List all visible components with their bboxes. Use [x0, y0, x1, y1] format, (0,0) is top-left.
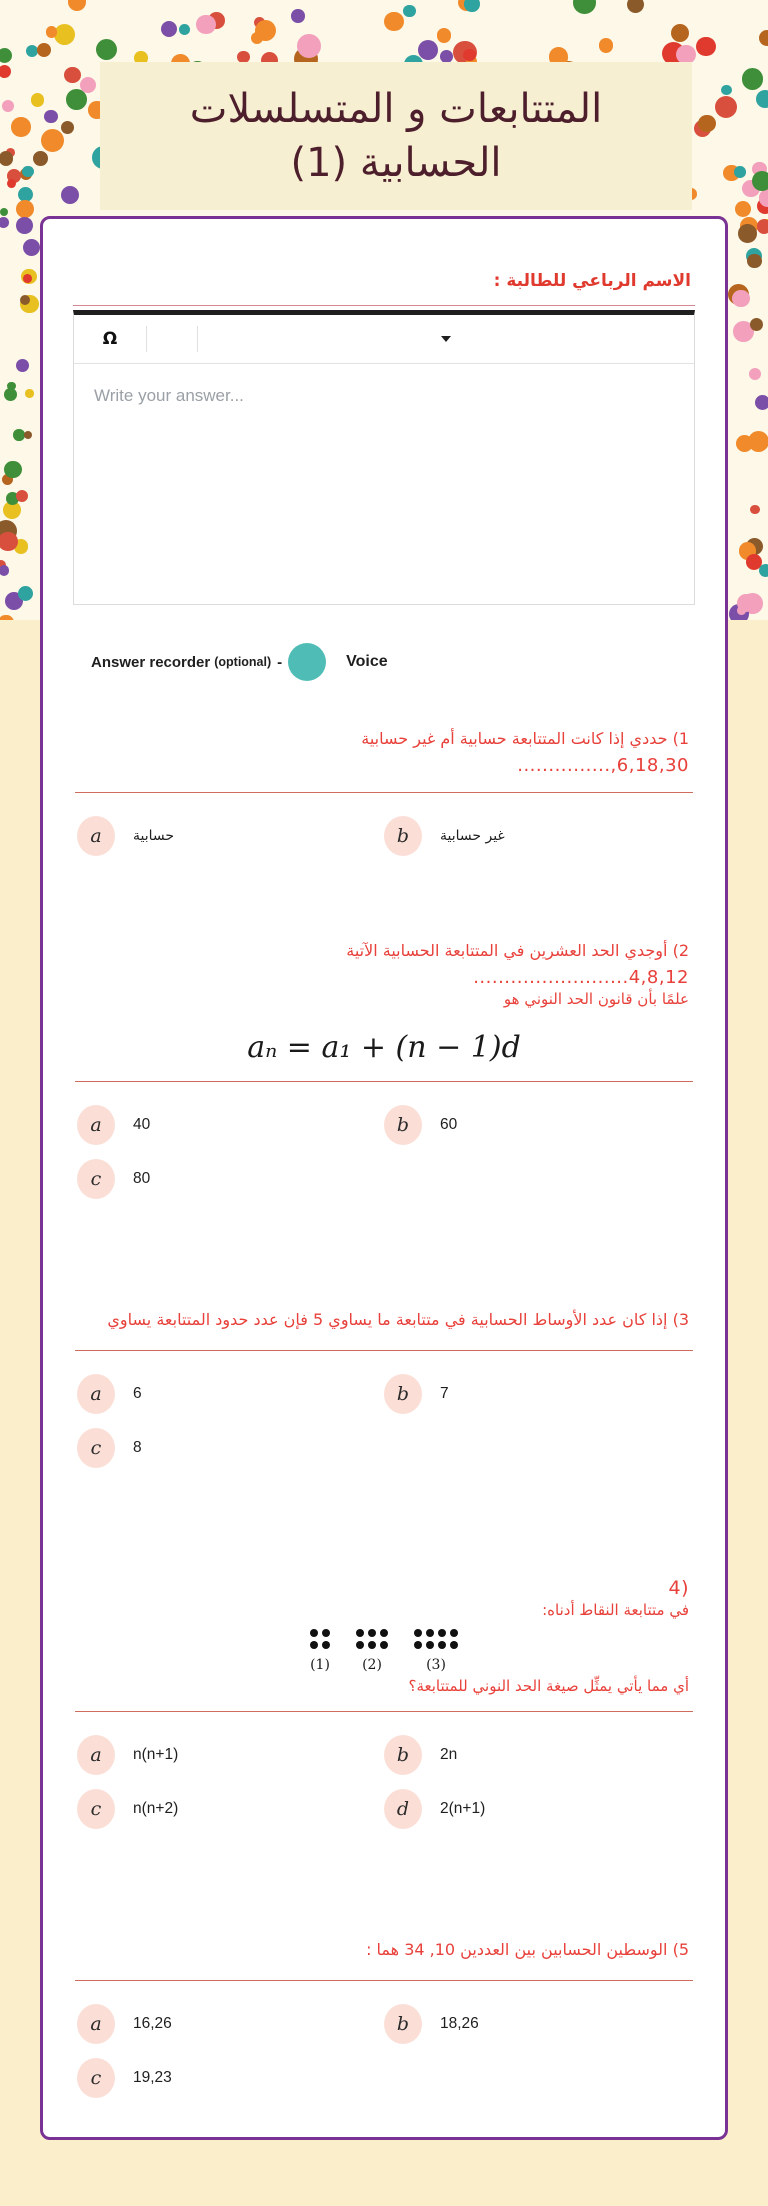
confetti-dot	[0, 151, 13, 165]
dot	[310, 1641, 318, 1649]
option-label-a: 6	[133, 1385, 142, 1402]
omega-icon: Ω	[102, 329, 118, 349]
confetti-dot	[418, 40, 438, 60]
option-b[interactable]	[384, 2001, 691, 2047]
question-1-divider	[75, 792, 693, 793]
option-b[interactable]	[384, 1371, 691, 1417]
option-bullet-a: a	[77, 816, 115, 856]
answer-recorder-row	[91, 643, 695, 681]
confetti-dot	[31, 93, 44, 106]
dot-row	[414, 1641, 458, 1649]
confetti-dot	[23, 239, 40, 256]
confetti-dot	[750, 318, 763, 331]
question-5-text: 5) الوسطين الحسابين بين العددين 10, 34 هما :	[366, 1940, 689, 1959]
option-label-b: غير حسابية	[440, 828, 505, 844]
confetti-dot	[22, 166, 33, 177]
answer-recorder-label: Answer recorder	[91, 653, 211, 671]
toolbar-omega-button[interactable]	[74, 324, 146, 354]
option-label-d: 2(n+1)	[440, 1800, 486, 1817]
dot	[414, 1641, 422, 1649]
option-c[interactable]	[77, 2055, 384, 2101]
dot-row	[414, 1629, 458, 1637]
confetti-dot	[755, 395, 768, 410]
quiz-form-card	[40, 216, 728, 2140]
question-4	[73, 1575, 695, 1832]
confetti-dot	[54, 24, 76, 46]
confetti-dot	[464, 0, 479, 12]
confetti-dot	[440, 50, 453, 63]
dot	[368, 1641, 376, 1649]
dot	[322, 1641, 330, 1649]
dot	[426, 1641, 434, 1649]
voice-label: Voice	[346, 653, 388, 670]
question-4-options	[73, 1732, 695, 1832]
confetti-dot	[41, 129, 64, 152]
answer-recorder-optional-label: (optional)	[214, 655, 272, 669]
confetti-dot	[437, 28, 452, 43]
dot	[426, 1629, 434, 1637]
question-4-divider	[75, 1711, 693, 1712]
question-2-formula: aₙ = a₁ + (n − 1)d	[247, 1030, 521, 1065]
confetti-dot	[752, 171, 768, 191]
name-answer-editor	[73, 305, 695, 605]
question-1-options	[73, 813, 695, 859]
student-name-label: الاسم الرباعي للطالبة :	[493, 271, 691, 291]
confetti-dot	[759, 30, 768, 46]
confetti-dot	[61, 186, 79, 204]
dot	[368, 1629, 376, 1637]
option-a[interactable]	[77, 1371, 384, 1417]
confetti-dot	[627, 0, 644, 13]
option-bullet-b: b	[384, 1374, 422, 1414]
option-bullet-b: b	[384, 816, 422, 856]
confetti-dot	[721, 85, 731, 95]
confetti-dot	[0, 208, 8, 216]
confetti-dot	[4, 461, 21, 478]
confetti-dot	[37, 43, 52, 58]
dot-group-caption: (2)	[362, 1657, 382, 1673]
option-label-b: 18,26	[440, 2015, 479, 2032]
dot	[380, 1629, 388, 1637]
chevron-down-icon	[441, 336, 451, 342]
question-3-text: 3) إذا كان عدد الأوساط الحسابية في متتابعة ما يساوي 5 فإن عدد حدود المتتابعة يساوي	[107, 1310, 689, 1329]
confetti-dot	[698, 115, 716, 133]
question-5	[73, 1936, 695, 2101]
dot-row	[310, 1629, 330, 1637]
confetti-dot	[732, 290, 749, 307]
confetti-dot	[0, 48, 12, 63]
question-1-sequence: 6,18,30,...............	[517, 755, 689, 776]
confetti-dot	[736, 435, 753, 452]
option-bullet-c: c	[77, 1789, 115, 1829]
option-label-a: 40	[133, 1116, 151, 1133]
confetti-dot	[16, 490, 28, 502]
option-bullet-a: a	[77, 1735, 115, 1775]
confetti-dot	[196, 15, 216, 35]
dot-pattern-figure	[73, 1629, 695, 1673]
option-label-c: 80	[133, 1170, 151, 1187]
confetti-dot	[384, 12, 403, 31]
option-a[interactable]	[77, 813, 384, 859]
confetti-dot	[25, 389, 33, 397]
confetti-dot	[16, 359, 29, 372]
option-c[interactable]	[77, 1156, 384, 1202]
dot	[356, 1641, 364, 1649]
question-1	[73, 725, 695, 859]
confetti-dot	[46, 26, 57, 37]
dot	[380, 1641, 388, 1649]
dot-row	[356, 1641, 388, 1649]
dot	[414, 1629, 422, 1637]
page-title: المتتابعات و المتسلسلات الحسابية (1)	[189, 86, 603, 186]
confetti-dot	[23, 274, 32, 283]
confetti-dot	[573, 0, 596, 14]
confetti-dot	[96, 39, 117, 60]
option-c[interactable]	[77, 1425, 384, 1471]
confetti-dot	[16, 217, 33, 234]
confetti-dot	[179, 24, 190, 35]
name-answer-input[interactable]: Write your answer...	[94, 386, 244, 405]
confetti-dot	[734, 166, 746, 178]
option-label-b: 2n	[440, 1746, 458, 1763]
confetti-dot	[0, 65, 11, 78]
dot	[322, 1629, 330, 1637]
confetti-dot	[61, 121, 74, 134]
option-bullet-c: c	[77, 1159, 115, 1199]
option-b[interactable]	[384, 1102, 691, 1148]
confetti-dot	[68, 0, 86, 11]
option-b[interactable]	[384, 1732, 691, 1778]
confetti-dot	[738, 224, 757, 243]
confetti-dot	[161, 21, 177, 37]
option-b[interactable]	[384, 813, 691, 859]
option-label-a: حسابية	[133, 828, 175, 844]
confetti-dot	[599, 38, 614, 53]
confetti-dot	[735, 201, 751, 217]
confetti-dot	[756, 90, 768, 108]
question-2-text: 2) أوجدي الحد العشرين في المتتابعة الحسابية الآتية	[346, 941, 689, 960]
confetti-dot	[4, 388, 17, 401]
option-label-a: n(n+1)	[133, 1746, 179, 1763]
option-bullet-a: a	[77, 1374, 115, 1414]
confetti-dot	[7, 382, 16, 391]
option-bullet-a: a	[77, 2004, 115, 2044]
confetti-dot	[742, 68, 764, 90]
confetti-dot	[16, 200, 34, 218]
option-label-b: 7	[440, 1385, 449, 1402]
option-bullet-b: b	[384, 1735, 422, 1775]
question-2	[73, 937, 695, 1202]
dot	[310, 1629, 318, 1637]
dot-grid	[356, 1629, 388, 1649]
option-d[interactable]	[384, 1786, 691, 1832]
question-2-options	[73, 1102, 695, 1202]
dot-group-caption: (1)	[310, 1657, 330, 1673]
option-bullet-b: b	[384, 2004, 422, 2044]
answer-recorder-dash: -	[277, 653, 283, 671]
confetti-dot	[2, 100, 14, 112]
option-label-c: n(n+2)	[133, 1800, 179, 1817]
dot	[438, 1641, 446, 1649]
option-bullet-c: c	[77, 2058, 115, 2098]
confetti-dot	[251, 32, 264, 45]
question-3-options	[73, 1371, 695, 1471]
dot-group-2	[356, 1629, 388, 1673]
question-5-options	[73, 2001, 695, 2101]
dot-grid	[414, 1629, 458, 1649]
confetti-dot	[749, 368, 761, 380]
confetti-dot	[750, 505, 759, 514]
confetti-dot	[737, 606, 746, 615]
question-4-note: في متتابعة النقاط أدناه:	[542, 1601, 689, 1619]
confetti-dot	[696, 37, 716, 57]
option-label-c: 8	[133, 1439, 142, 1456]
confetti-dot	[759, 564, 768, 577]
dot	[450, 1641, 458, 1649]
voice-record-button[interactable]	[288, 643, 326, 681]
question-3	[73, 1306, 695, 1471]
rich-text-editor	[73, 310, 695, 605]
dot-grid	[310, 1629, 330, 1649]
question-4-number: (4	[668, 1577, 689, 1599]
confetti-dot	[13, 429, 24, 440]
question-3-divider	[75, 1350, 693, 1351]
confetti-dot	[33, 151, 48, 166]
option-label-c: 19,23	[133, 2069, 172, 2086]
question-5-divider	[75, 1980, 693, 1981]
dot-group-3	[414, 1629, 458, 1673]
header-banner	[100, 62, 692, 210]
confetti-dot	[7, 179, 16, 188]
confetti-dot	[715, 96, 737, 118]
confetti-dot	[0, 217, 9, 228]
question-4-prompt: أي مما يأتي يمثِّل صيغة الحد النوني للمتتابعة؟	[408, 1677, 689, 1695]
editor-toolbar	[74, 315, 694, 364]
option-bullet-d: d	[384, 1789, 422, 1829]
option-a[interactable]	[77, 1102, 384, 1148]
dot	[438, 1629, 446, 1637]
confetti-dot	[747, 254, 761, 268]
question-2-sequence: 4,8,12.........................	[473, 967, 689, 988]
confetti-dot	[403, 5, 416, 18]
dot	[450, 1629, 458, 1637]
confetti-dot	[463, 49, 476, 62]
option-bullet-c: c	[77, 1428, 115, 1468]
option-bullet-a: a	[77, 1105, 115, 1145]
confetti-dot	[0, 565, 9, 576]
dot-group-1	[310, 1629, 330, 1673]
question-2-divider	[75, 1081, 693, 1082]
confetti-dot	[18, 586, 33, 601]
option-a[interactable]	[77, 2001, 384, 2047]
confetti-dot	[757, 219, 768, 234]
confetti-dot	[11, 117, 31, 137]
question-2-note: علمًا بأن قانون الحد النوني هو	[503, 990, 689, 1008]
confetti-dot	[297, 34, 321, 58]
option-bullet-b: b	[384, 1105, 422, 1145]
confetti-dot	[671, 24, 689, 42]
dot-row	[310, 1641, 330, 1649]
confetti-dot	[759, 189, 768, 207]
confetti-dot	[44, 110, 57, 123]
confetti-dot	[64, 67, 81, 84]
dot-row	[356, 1629, 388, 1637]
toolbar-spacer-cell	[147, 324, 197, 354]
dot	[356, 1629, 364, 1637]
confetti-dot	[80, 77, 96, 93]
question-1-text: 1) حددي إذا كانت المتتابعة حسابية أم غير حسابية	[361, 729, 689, 748]
confetti-dot	[291, 9, 304, 22]
option-label-b: 60	[440, 1116, 458, 1133]
option-c[interactable]	[77, 1786, 384, 1832]
confetti-dot	[24, 431, 32, 439]
option-label-a: 16,26	[133, 2015, 172, 2032]
dot-group-caption: (3)	[426, 1657, 446, 1673]
toolbar-font-dropdown[interactable]	[198, 324, 694, 354]
option-a[interactable]	[77, 1732, 384, 1778]
